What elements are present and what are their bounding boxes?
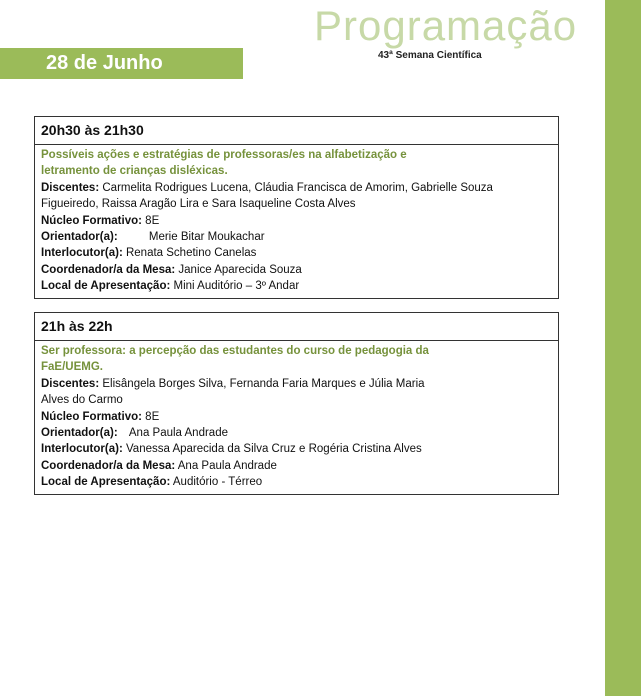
interlocutor-value: Vanessa Aparecida da Silva Cruz e Rogéria Cristina Alves	[125, 443, 422, 456]
interlocutor-label: Interlocutor(a):	[41, 443, 123, 456]
advisor-label: Orientador(a):	[41, 231, 118, 244]
coordinator-value: Janice Aparecida Souza	[178, 263, 302, 276]
location-row	[41, 278, 552, 294]
location-row	[41, 474, 552, 490]
nucleus-row	[41, 213, 552, 229]
session-time: 20h30 às 21h30	[35, 117, 558, 145]
talk-title: Possíveis ações e estratégias de professoras/es na alfabetização e letramento de crianças disléxicas.	[41, 149, 407, 178]
location-value: Mini Auditório – 3º Andar	[173, 280, 300, 293]
interlocutor-label: Interlocutor(a):	[41, 247, 123, 260]
coordinator-row	[41, 458, 552, 474]
location-value: Auditório - Térreo	[172, 476, 263, 489]
date-banner	[0, 48, 243, 79]
advisor-row	[41, 229, 552, 245]
students-value: Carmelita Rodrigues Lucena, Cláudia Francisca de Amorim, Gabrielle Souza Figueiredo, Raissa Aragão Lira e Sara Isaqueline Costa Alves	[41, 181, 493, 211]
advisor-value: Ana Paula Andrade	[128, 427, 228, 440]
students-row	[41, 376, 441, 409]
session-card	[34, 116, 559, 299]
interlocutor-value: Renata Schetino Canelas	[125, 247, 257, 260]
students-row	[41, 180, 552, 213]
location-label: Local de Apresentação:	[41, 280, 171, 293]
advisor-label: Orientador(a):	[41, 427, 118, 440]
nucleus-row	[41, 409, 552, 425]
coordinator-label: Coordenador/a da Mesa:	[41, 263, 176, 276]
nucleus-label: Núcleo Formativo:	[41, 410, 142, 423]
session-time: 21h às 22h	[35, 313, 558, 341]
session-body	[35, 145, 558, 298]
decorative-stripe	[605, 0, 641, 696]
location-label: Local de Apresentação:	[41, 476, 171, 489]
coordinator-label: Coordenador/a da Mesa:	[41, 459, 176, 472]
talk-title: Ser professora: a percepção das estudantes do curso de pedagogia da FaE/UEMG.	[41, 345, 429, 374]
coordinator-value: Ana Paula Andrade	[177, 459, 277, 472]
interlocutor-row	[41, 441, 552, 457]
session-body	[35, 341, 558, 494]
advisor-row	[41, 425, 552, 441]
students-label: Discentes:	[41, 181, 100, 194]
session-card	[34, 312, 559, 495]
advisor-value: Merie Bitar Moukachar	[148, 231, 265, 244]
event-subtitle: 43ª Semana Científica	[378, 50, 482, 61]
date-label: 28 de Junho	[46, 52, 163, 74]
nucleus-value: 8E	[145, 410, 160, 423]
students-label: Discentes:	[41, 377, 100, 390]
interlocutor-row	[41, 245, 552, 261]
page-title: Programação	[314, 2, 578, 49]
coordinator-row	[41, 262, 552, 278]
nucleus-label: Núcleo Formativo:	[41, 214, 142, 227]
students-value: Elisângela Borges Silva, Fernanda Faria Marques e Júlia Maria Alves do Carmo	[41, 377, 425, 407]
nucleus-value: 8E	[145, 214, 160, 227]
